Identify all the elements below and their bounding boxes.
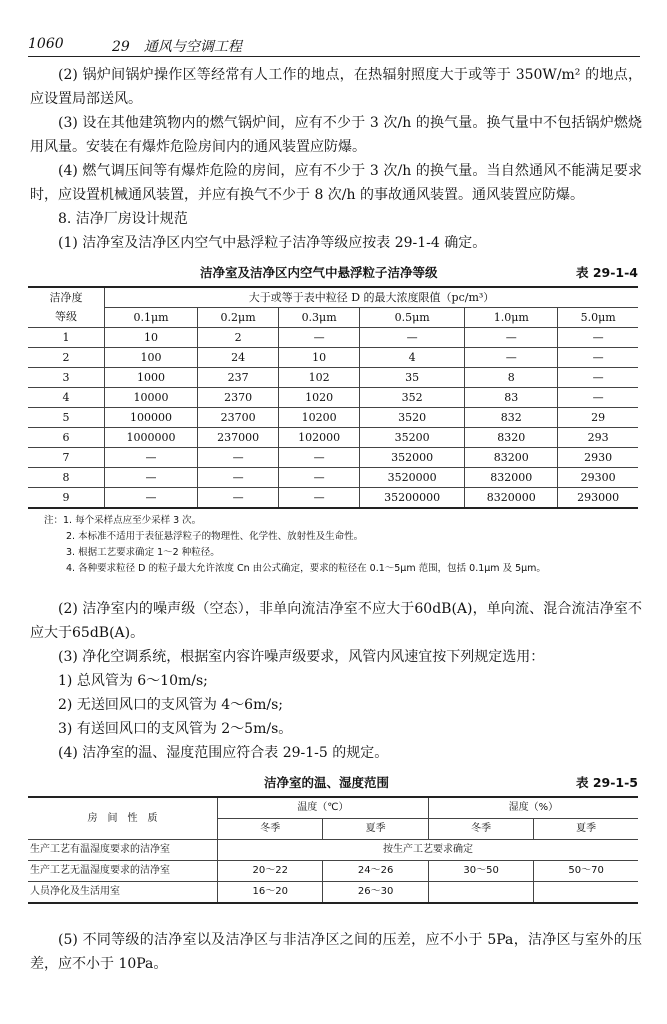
table-cell: 100000 [105, 408, 198, 428]
table-cell: — [465, 328, 558, 348]
table-cell: — [465, 348, 558, 368]
table-cell: 237000 [198, 428, 279, 448]
list-item: 2) 无送回风口的支风管为 4～6m/s; [58, 697, 283, 713]
table-cell: 832000 [465, 468, 558, 488]
table-cell: — [279, 328, 360, 348]
table-cell: 20～22 [218, 861, 323, 882]
table-cell: 4 [360, 348, 465, 368]
table-cell: 8320 [465, 428, 558, 448]
table-cell: 16～20 [218, 882, 323, 904]
row-label: 生产工艺有温湿度要求的洁净室 [28, 840, 218, 861]
class-level-cell: 9 [28, 488, 105, 509]
paragraph: (4) 燃气调压间等有爆炸危险的房间，应有不少于 3 次/h 的换气量。当自然通风不能满足要求时，应设置机械通风装置，并应有换气不少于 8 次/h 的事故通风装置。通风装置应防爆。 [30, 163, 642, 203]
header-cell: 夏季 [534, 819, 638, 840]
header-cell: 大于或等于表中粒径 D 的最大浓度限值（pc/m³） [105, 287, 639, 308]
column-header: 0.1μm [105, 308, 198, 328]
class-level-cell: 2 [28, 348, 105, 368]
header-cell: 湿度（%） [428, 797, 638, 819]
table-cell: — [105, 448, 198, 468]
class-level-cell: 3 [28, 368, 105, 388]
table-cell: — [279, 468, 360, 488]
table-row [28, 448, 638, 468]
table-number: 表 29-1-4 [575, 265, 638, 280]
table-cell: 29300 [558, 468, 638, 488]
table-cell: — [279, 488, 360, 509]
table-number: 表 29-1-5 [575, 775, 638, 790]
list-item: 3) 有送回风口的支风管为 2～5m/s。 [58, 721, 293, 737]
table-cell: — [558, 328, 638, 348]
table-cell: 1020 [279, 388, 360, 408]
table-cell: 100 [105, 348, 198, 368]
table-notes [44, 513, 638, 577]
table-row [28, 328, 638, 348]
list-item: 1) 总风管为 6～10m/s; [58, 673, 208, 689]
table-caption [28, 773, 638, 791]
table-row [28, 488, 638, 509]
table-row [28, 468, 638, 488]
column-header: 0.5μm [360, 308, 465, 328]
note: 3. 根据工艺要求确定 1～2 种粒径。 [66, 547, 220, 558]
class-level-cell: 4 [28, 388, 105, 408]
table-cell: 2370 [198, 388, 279, 408]
table-cell: 24～26 [323, 861, 428, 882]
table-cell: — [105, 488, 198, 509]
column-header: 0.3μm [279, 308, 360, 328]
table-cell: — [360, 328, 465, 348]
table-cell: — [558, 348, 638, 368]
header-cell: 冬季 [428, 819, 533, 840]
table-cell: 2930 [558, 448, 638, 468]
paragraph: (2) 锅炉间锅炉操作区等经常有人工作的地点，在热辐射照度大于或等于 350W/m² 的地点，应设置局部送风。 [30, 67, 642, 107]
page-number: 1060 [28, 36, 64, 52]
table-cell: 24 [198, 348, 279, 368]
table-cell: 3520 [360, 408, 465, 428]
column-header: 1.0μm [465, 308, 558, 328]
table-cell: 10 [105, 328, 198, 348]
paragraph: (1) 洁净室及洁净区内空气中悬浮粒子洁净等级应按表 29-1-4 确定。 [58, 235, 487, 251]
table-cell: — [105, 468, 198, 488]
column-header: 0.2μm [198, 308, 279, 328]
running-header [28, 34, 640, 57]
paragraph: (3) 净化空调系统，根据室内容许噪声级要求，风管内风速宜按下列规定选用： [58, 649, 545, 665]
section-heading: 8. 洁净厂房设计规范 [58, 211, 188, 227]
table-row [28, 388, 638, 408]
row-label: 人员净化及生活用室 [28, 882, 218, 904]
table-cell: 83 [465, 388, 558, 408]
class-level-cell: 5 [28, 408, 105, 428]
note: 2. 本标准不适用于表征悬浮粒子的物理性、化学性、放射性及生命性。 [66, 531, 364, 542]
class-level-cell: 6 [28, 428, 105, 448]
table-cell: 102 [279, 368, 360, 388]
table-cell: 83200 [465, 448, 558, 468]
table-cell: 293000 [558, 488, 638, 509]
header-cell: 等级 [28, 308, 105, 328]
table-cell: 10000 [105, 388, 198, 408]
column-header: 5.0μm [558, 308, 638, 328]
table-title: 洁净室的温、湿度范围 [264, 775, 390, 790]
table-cell: 352000 [360, 448, 465, 468]
paragraph: (5) 不同等级的洁净室以及洁净区与非洁净区之间的压差，应不小于 5Pa，洁净区与室外的压差，应不小于 10Pa。 [30, 932, 642, 972]
class-level-cell: 8 [28, 468, 105, 488]
chapter-title: 29 通风与空调工程 [112, 39, 242, 55]
table-cell: 26～30 [323, 882, 428, 904]
table-cell [428, 882, 533, 904]
table-cell: 8320000 [465, 488, 558, 509]
paragraph: (3) 设在其他建筑物内的燃气锅炉间，应有不少于 3 次/h 的换气量。换气量中不包括锅炉燃烧用风量。安装在有爆炸危险房间内的通风装置应防爆。 [30, 115, 642, 155]
header-cell: 房 间 性 质 [28, 797, 218, 840]
header-cell: 夏季 [323, 819, 428, 840]
table-cell: 35 [360, 368, 465, 388]
paragraph: (2) 洁净室内的噪声级（空态），非单向流洁净室不应大于60dB(A)，单向流、混合流洁净室不应大于65dB(A)。 [30, 601, 642, 641]
class-level-cell: 1 [28, 328, 105, 348]
row-label: 生产工艺无温湿度要求的洁净室 [28, 861, 218, 882]
table-cell [534, 882, 638, 904]
table-cell: 832 [465, 408, 558, 428]
table-cell: 1000 [105, 368, 198, 388]
table-cell: — [198, 448, 279, 468]
table-cell: 35200 [360, 428, 465, 448]
table-cell: — [558, 388, 638, 408]
note: 注：1. 每个采样点应至少采样 3 次。 [44, 515, 202, 526]
temperature-humidity-table [28, 796, 638, 904]
table-cell: — [198, 468, 279, 488]
note: 4. 各种要求粒径 D 的粒子最大允许浓度 Cn 由公式确定，要求的粒径在 0.1～5μm 范围，包括 0.1μm 及 5μm。 [66, 563, 546, 574]
header-cell: 冬季 [218, 819, 323, 840]
table-cell: 23700 [198, 408, 279, 428]
table-cell: 35200000 [360, 488, 465, 509]
header-cell: 洁净度 [28, 287, 105, 308]
table-cell: 237 [198, 368, 279, 388]
table-cell: 8 [465, 368, 558, 388]
table-row [28, 408, 638, 428]
paragraph: (4) 洁净室的温、湿度范围应符合表 29-1-5 的规定。 [58, 745, 389, 761]
table-row [28, 348, 638, 368]
table-cell: 3520000 [360, 468, 465, 488]
table-title: 洁净室及洁净区内空气中悬浮粒子洁净等级 [200, 265, 438, 280]
table-cell: 293 [558, 428, 638, 448]
table-cell: — [558, 368, 638, 388]
table-cell: 10 [279, 348, 360, 368]
table-row [28, 428, 638, 448]
table-cell: 2 [198, 328, 279, 348]
table-cell: — [279, 448, 360, 468]
cleanliness-class-table [28, 286, 638, 509]
table-caption [28, 263, 638, 281]
table-row [28, 368, 638, 388]
table-cell: 50～70 [534, 861, 638, 882]
table-cell: 352 [360, 388, 465, 408]
table-cell: 29 [558, 408, 638, 428]
table-cell: 102000 [279, 428, 360, 448]
table-cell: 按生产工艺要求确定 [218, 840, 639, 861]
table-cell: 10200 [279, 408, 360, 428]
header-cell: 温度（℃） [218, 797, 429, 819]
table-cell: 30～50 [428, 861, 533, 882]
table-cell: — [198, 488, 279, 509]
table-cell: 1000000 [105, 428, 198, 448]
class-level-cell: 7 [28, 448, 105, 468]
